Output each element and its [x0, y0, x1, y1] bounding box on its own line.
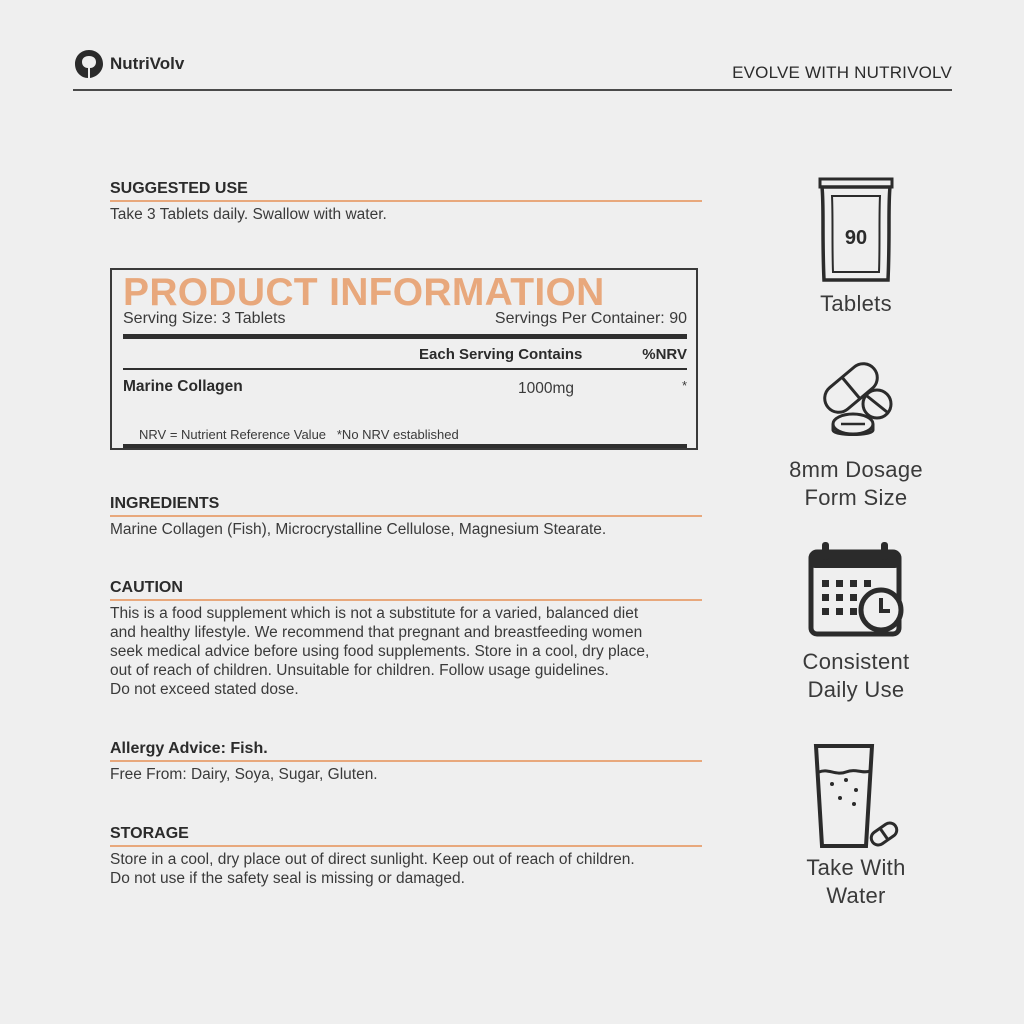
brand-logo: [73, 48, 184, 80]
table-bottom-rule: [123, 444, 687, 448]
ingredients-section: [110, 495, 702, 539]
storage-line: Do not use if the safety seal is missing or damaged.: [110, 870, 465, 887]
feature-label: [776, 648, 936, 704]
feature-tablets: [776, 176, 936, 318]
allergy-section: [110, 740, 702, 784]
capsule-tablet-icon: [811, 358, 901, 446]
product-information-panel: [110, 268, 698, 450]
table-header-rule: [123, 368, 687, 370]
feature-label-line: Take With: [806, 855, 906, 880]
column-header-each-serving: Each Serving Contains: [419, 346, 583, 363]
feature-take-with-water: [776, 742, 936, 910]
allergy-title: Allergy Advice: Fish.: [110, 740, 702, 762]
suggested-use-section: [110, 180, 702, 224]
feature-label: [776, 854, 936, 910]
feature-label-line: 8mm Dosage: [789, 457, 923, 482]
storage-text: [110, 850, 702, 888]
feature-label-line: Daily Use: [807, 677, 905, 702]
calendar-clock-icon: [806, 540, 906, 640]
servings-per-container: Servings Per Container: 90: [494, 310, 687, 327]
suggested-use-text: Take 3 Tablets daily. Swallow with water.: [110, 206, 387, 223]
caution-text: [110, 604, 702, 699]
ingredients-text: Marine Collagen (Fish), Microcrystalline Cellulose, Magnesium Stearate.: [110, 521, 607, 538]
header-divider: [73, 89, 952, 91]
serving-size: Serving Size: 3 Tablets: [123, 310, 286, 327]
brand-name: NutriVolv: [110, 54, 185, 73]
feature-label: Tablets: [820, 291, 892, 316]
pouch-count: 90: [844, 227, 868, 249]
nrv-footnote: NRV = Nutrient Reference Value *No NRV established: [139, 427, 459, 442]
nutrivolv-logo-icon: [73, 48, 105, 80]
caution-line: This is a food supplement which is not a substitute for a varied, balanced diet: [110, 605, 639, 622]
column-header-nrv: %NRV: [642, 346, 687, 363]
feature-dosage-size: [776, 358, 936, 512]
feature-label-line: Consistent: [802, 649, 910, 674]
ingredients-title: INGREDIENTS: [110, 495, 702, 517]
feature-label-line: Form Size: [804, 485, 908, 510]
water-glass-icon: [806, 742, 906, 850]
caution-line: Do not exceed stated dose.: [110, 681, 299, 698]
feature-label-line: Water: [826, 883, 886, 908]
caution-line: seek medical advice before using food supplements. Store in a cool, dry place,: [110, 643, 650, 660]
storage-title: STORAGE: [110, 825, 702, 847]
table-top-rule: [123, 334, 687, 339]
brand-tagline: EVOLVE WITH NUTRIVOLV: [732, 63, 952, 82]
caution-section: [110, 579, 702, 699]
ingredient-nrv: *: [681, 378, 687, 393]
caution-line: and healthy lifestyle. We recommend that pregnant and breastfeeding women: [110, 624, 643, 641]
pouch-icon: [816, 176, 896, 286]
storage-section: [110, 825, 702, 888]
feature-daily-use: [776, 540, 936, 704]
caution-line: out of reach of children. Unsuitable for children. Follow usage guidelines.: [110, 662, 609, 679]
storage-line: Store in a cool, dry place out of direct sunlight. Keep out of reach of children.: [110, 851, 635, 868]
feature-label: [776, 456, 936, 512]
suggested-use-title: SUGGESTED USE: [110, 180, 702, 202]
ingredient-amount: 1000mg: [518, 380, 575, 397]
ingredient-name: Marine Collagen: [123, 378, 243, 395]
allergy-text: Free From: Dairy, Soya, Sugar, Gluten.: [110, 766, 378, 783]
product-information-title: PRODUCT INFORMATION: [123, 271, 605, 314]
caution-title: CAUTION: [110, 579, 702, 601]
